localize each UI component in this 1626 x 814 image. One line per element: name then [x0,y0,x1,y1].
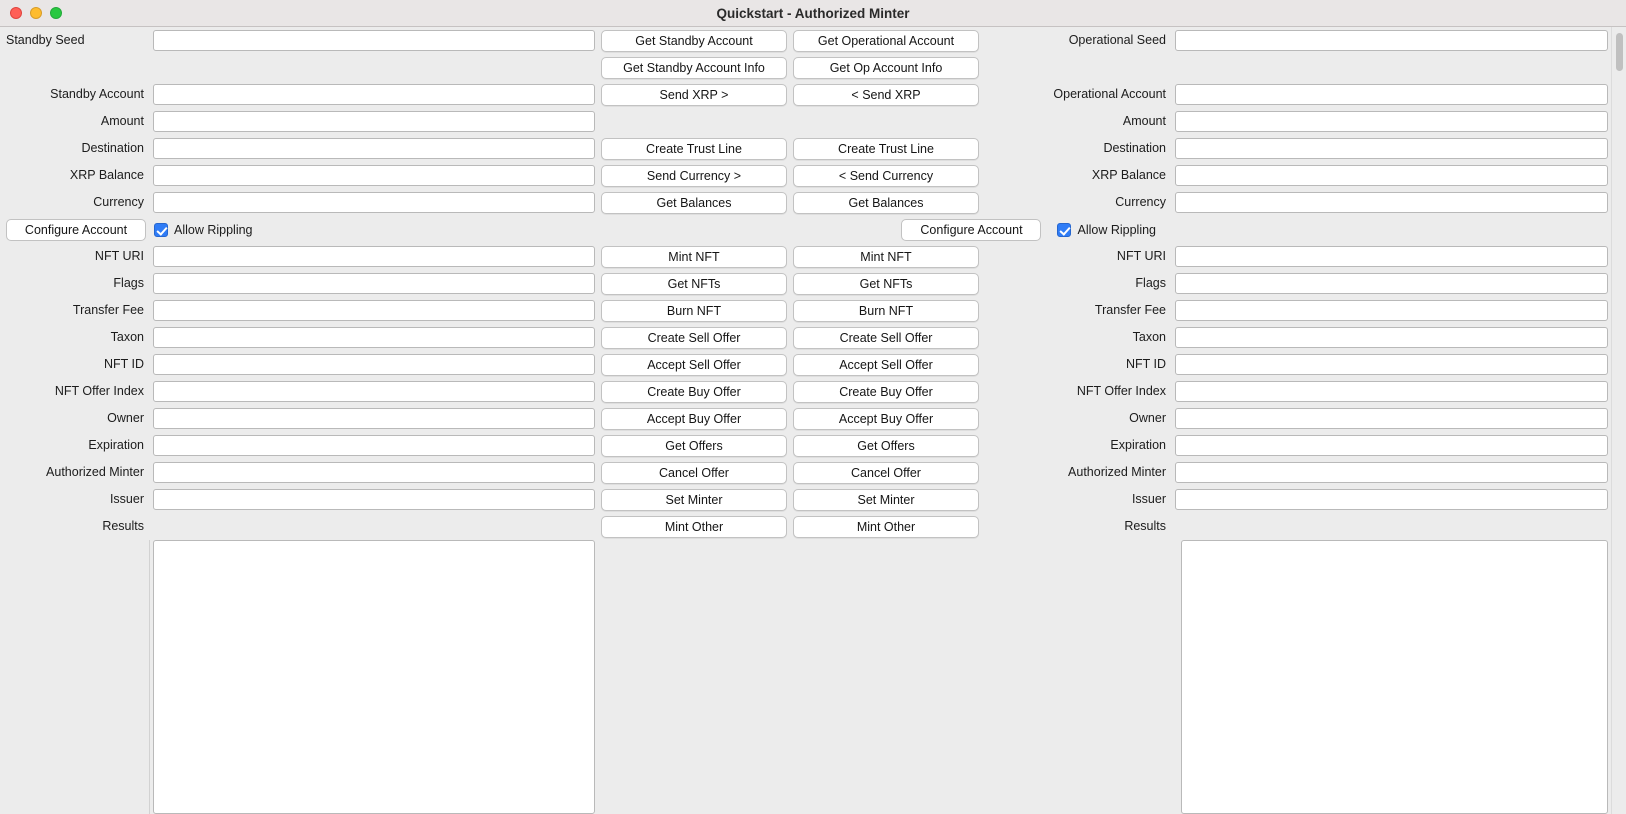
standby-nft-uri-label: NFT URI [0,243,150,270]
get-standby-account-info-button[interactable]: Get Standby Account Info [601,57,787,79]
window-body [0,27,1626,814]
operational-create-trust-line-button[interactable]: Create Trust Line [793,138,979,160]
standby-account-input[interactable] [153,84,595,105]
form-grid [0,27,1611,540]
operational-expiration-input[interactable] [1175,435,1608,456]
standby-send-currency-button[interactable]: Send Currency > [601,165,787,187]
operational-get-balances-button[interactable]: Get Balances [793,192,979,214]
operational-authorized-minter-input[interactable] [1175,462,1608,483]
standby-allow-rippling-label: Allow Rippling [174,222,253,237]
vertical-scrollbar[interactable] [1611,27,1626,814]
operational-allow-rippling-checkbox[interactable] [1057,223,1071,237]
close-window-icon[interactable] [10,7,22,19]
create-trust-line-left-cell [598,138,790,160]
cancel-offer-right-cell [790,462,982,484]
operational-nft-uri-label: NFT URI [1116,249,1166,263]
set-minter-right-cell [790,489,982,511]
row-xrp-balance [0,162,1611,189]
set-minter-left-cell [598,489,790,511]
get-balances-right-cell [790,192,982,214]
row-expiration [0,432,1611,459]
results-middle-gutter [598,540,988,814]
operational-seed-label: Operational Seed [1068,33,1166,47]
standby-nft-id-label: NFT ID [0,351,150,378]
operational-transfer-fee-input[interactable] [1175,300,1608,321]
operational-destination-label: Destination [1103,141,1166,155]
standby-flags-input[interactable] [153,273,595,294]
send-xrp-right-cell [790,84,982,106]
send-currency-left-cell [598,165,790,187]
send-currency-right-cell [790,165,982,187]
standby-accept-buy-offer-button[interactable]: Accept Buy Offer [601,408,787,430]
operational-seed-input[interactable] [1175,30,1608,51]
row-taxon [0,324,1611,351]
standby-allow-rippling-checkbox[interactable] [154,223,168,237]
row-amount [0,108,1611,135]
standby-mint-nft-button[interactable]: Mint NFT [601,246,787,268]
accept-buy-offer-left-cell [598,408,790,430]
standby-create-buy-offer-button[interactable]: Create Buy Offer [601,381,787,403]
standby-results-spacer [153,516,595,537]
standby-nft-id-input[interactable] [153,354,595,375]
operational-nft-id-input[interactable] [1175,354,1608,375]
get-balances-left-cell [598,192,790,214]
empty-cell-left-1 [598,111,790,133]
standby-currency-input[interactable] [153,192,595,213]
standby-get-offers-button[interactable]: Get Offers [601,435,787,457]
get-nfts-right-cell [790,273,982,295]
standby-get-balances-button[interactable]: Get Balances [601,192,787,214]
mint-other-right-cell [790,516,982,538]
operational-set-minter-button[interactable]: Set Minter [793,489,979,511]
operational-get-offers-button[interactable]: Get Offers [793,435,979,457]
standby-issuer-input[interactable] [153,489,595,510]
results-right-gutter [988,540,1178,814]
operational-currency-label: Currency [1115,195,1166,209]
standby-accept-sell-offer-button[interactable]: Accept Sell Offer [601,354,787,376]
row-authorized-minter [0,459,1611,486]
row-account-info [0,54,1611,81]
window-title: Quickstart - Authorized Minter [716,5,910,21]
operational-nft-offer-index-label: NFT Offer Index [1076,384,1166,398]
burn-nft-right-cell [790,300,982,322]
row-seed [0,27,1611,54]
receive-send-xrp-button[interactable]: < Send XRP [793,84,979,106]
operational-issuer-input[interactable] [1175,489,1608,510]
row-owner [0,405,1611,432]
row-results-header [0,513,1611,540]
empty-cell-right-1 [790,111,982,133]
operational-cancel-offer-button[interactable]: Cancel Offer [793,462,979,484]
mint-nft-left-cell [598,246,790,268]
create-buy-offer-right-cell [790,381,982,403]
row-flags [0,270,1611,297]
standby-taxon-input[interactable] [153,327,595,348]
operational-destination-input[interactable] [1175,138,1608,159]
standby-mint-other-button[interactable]: Mint Other [601,516,787,538]
operational-owner-label: Owner [1129,411,1166,425]
title-bar [0,0,1626,27]
form-content [0,27,1611,814]
row-nft-id [0,351,1611,378]
operational-taxon-label: Taxon [1132,330,1166,344]
operational-xrp-balance-label: XRP Balance [1091,168,1166,182]
get-standby-account-button[interactable]: Get Standby Account [601,30,787,52]
operational-issuer-label: Issuer [1131,492,1166,506]
operational-accept-buy-offer-button[interactable]: Accept Buy Offer [793,408,979,430]
get-nfts-left-cell [598,273,790,295]
standby-destination-input[interactable] [153,138,595,159]
operational-results-label: Results [1124,519,1166,533]
standby-burn-nft-button[interactable]: Burn NFT [601,300,787,322]
standby-flags-label: Flags [0,270,150,297]
operational-accept-sell-offer-button[interactable]: Accept Sell Offer [793,354,979,376]
operational-send-currency-button[interactable]: < Send Currency [793,165,979,187]
create-sell-offer-left-cell [598,327,790,349]
operational-results-textarea[interactable] [1181,540,1608,814]
get-op-account-info-cell [790,57,982,79]
standby-create-sell-offer-button[interactable]: Create Sell Offer [601,327,787,349]
operational-mint-nft-button[interactable]: Mint NFT [793,246,979,268]
operational-allow-rippling-label: Allow Rippling [1077,222,1156,237]
operational-expiration-label: Expiration [1110,438,1166,452]
operational-create-sell-offer-button[interactable]: Create Sell Offer [793,327,979,349]
results-left-gutter [0,540,150,814]
scrollbar-thumb[interactable] [1616,33,1623,71]
operational-xrp-balance-input[interactable] [1175,165,1608,186]
mint-other-left-cell [598,516,790,538]
operational-currency-input[interactable] [1175,192,1608,213]
get-standby-account-cell [598,30,790,52]
row-transfer-fee [0,297,1611,324]
operational-results-spacer [1175,516,1608,537]
accept-sell-offer-left-cell [598,354,790,376]
standby-authorized-minter-input[interactable] [153,462,595,483]
standby-transfer-fee-input[interactable] [153,300,595,321]
standby-currency-label: Currency [0,189,150,216]
operational-nft-offer-index-input[interactable] [1175,381,1608,402]
standby-allow-rippling-control[interactable] [146,223,253,237]
row-nft-uri [0,243,1611,270]
get-offers-left-cell [598,435,790,457]
standby-destination-label: Destination [0,135,150,162]
operational-account-label: Operational Account [1053,87,1166,101]
standby-cancel-offer-button[interactable]: Cancel Offer [601,462,787,484]
get-standby-account-info-cell [598,57,790,79]
create-sell-offer-right-cell [790,327,982,349]
get-operational-account-button[interactable]: Get Operational Account [793,30,979,52]
minimize-window-icon[interactable] [30,7,42,19]
operational-nft-uri-input[interactable] [1175,246,1608,267]
window-controls [0,7,62,19]
operational-account-input[interactable] [1175,84,1608,105]
operational-create-buy-offer-button[interactable]: Create Buy Offer [793,381,979,403]
operational-nft-id-label: NFT ID [1125,357,1166,371]
results-panels [0,540,1611,814]
row-destination [0,135,1611,162]
standby-transfer-fee-label: Transfer Fee [0,297,150,324]
standby-nft-offer-index-label: NFT Offer Index [0,378,150,405]
get-op-account-info-button[interactable]: Get Op Account Info [793,57,979,79]
standby-results-textarea[interactable] [153,540,595,814]
operational-mint-other-button[interactable]: Mint Other [793,516,979,538]
operational-taxon-input[interactable] [1175,327,1608,348]
send-xrp-button[interactable]: Send XRP > [601,84,787,106]
operational-burn-nft-button[interactable]: Burn NFT [793,300,979,322]
get-operational-account-cell [790,30,982,52]
standby-owner-input[interactable] [153,408,595,429]
mint-nft-right-cell [790,246,982,268]
standby-issuer-label: Issuer [0,486,150,513]
row-nft-offer-index [0,378,1611,405]
burn-nft-left-cell [598,300,790,322]
standby-authorized-minter-label: Authorized Minter [0,459,150,486]
operational-owner-input[interactable] [1175,408,1608,429]
standby-amount-label: Amount [0,108,150,135]
operational-amount-label: Amount [1122,114,1166,128]
operational-transfer-fee-label: Transfer Fee [1094,303,1166,317]
operational-authorized-minter-label: Authorized Minter [1068,465,1166,479]
standby-taxon-label: Taxon [0,324,150,351]
zoom-window-icon[interactable] [50,7,62,19]
operational-allow-rippling-control[interactable] [1049,223,1156,237]
send-xrp-left-cell [598,84,790,106]
cancel-offer-left-cell [598,462,790,484]
standby-nft-uri-input[interactable] [153,246,595,267]
standby-xrp-balance-label: XRP Balance [0,162,150,189]
get-offers-right-cell [790,435,982,457]
operational-get-nfts-button[interactable]: Get NFTs [793,273,979,295]
operational-flags-label: Flags [1135,276,1166,290]
row-issuer [0,486,1611,513]
operational-configure-account-button[interactable]: Configure Account [901,219,1041,241]
row-configure-account [0,216,1611,243]
operational-flags-input[interactable] [1175,273,1608,294]
standby-create-trust-line-button[interactable]: Create Trust Line [601,138,787,160]
accept-buy-offer-right-cell [790,408,982,430]
standby-configure-account-button[interactable]: Configure Account [6,219,146,241]
standby-amount-input[interactable] [153,111,595,132]
standby-expiration-label: Expiration [0,432,150,459]
standby-account-label: Standby Account [0,81,150,108]
standby-set-minter-button[interactable]: Set Minter [601,489,787,511]
standby-get-nfts-button[interactable]: Get NFTs [601,273,787,295]
standby-expiration-input[interactable] [153,435,595,456]
create-trust-line-right-cell [790,138,982,160]
standby-results-label: Results [0,513,150,540]
row-currency [0,189,1611,216]
create-buy-offer-left-cell [598,381,790,403]
operational-amount-input[interactable] [1175,111,1608,132]
standby-owner-label: Owner [0,405,150,432]
accept-sell-offer-right-cell [790,354,982,376]
standby-seed-label: Standby Seed [0,27,150,54]
standby-nft-offer-index-input[interactable] [153,381,595,402]
standby-xrp-balance-input[interactable] [153,165,595,186]
row-account [0,81,1611,108]
standby-seed-input[interactable] [153,30,595,51]
